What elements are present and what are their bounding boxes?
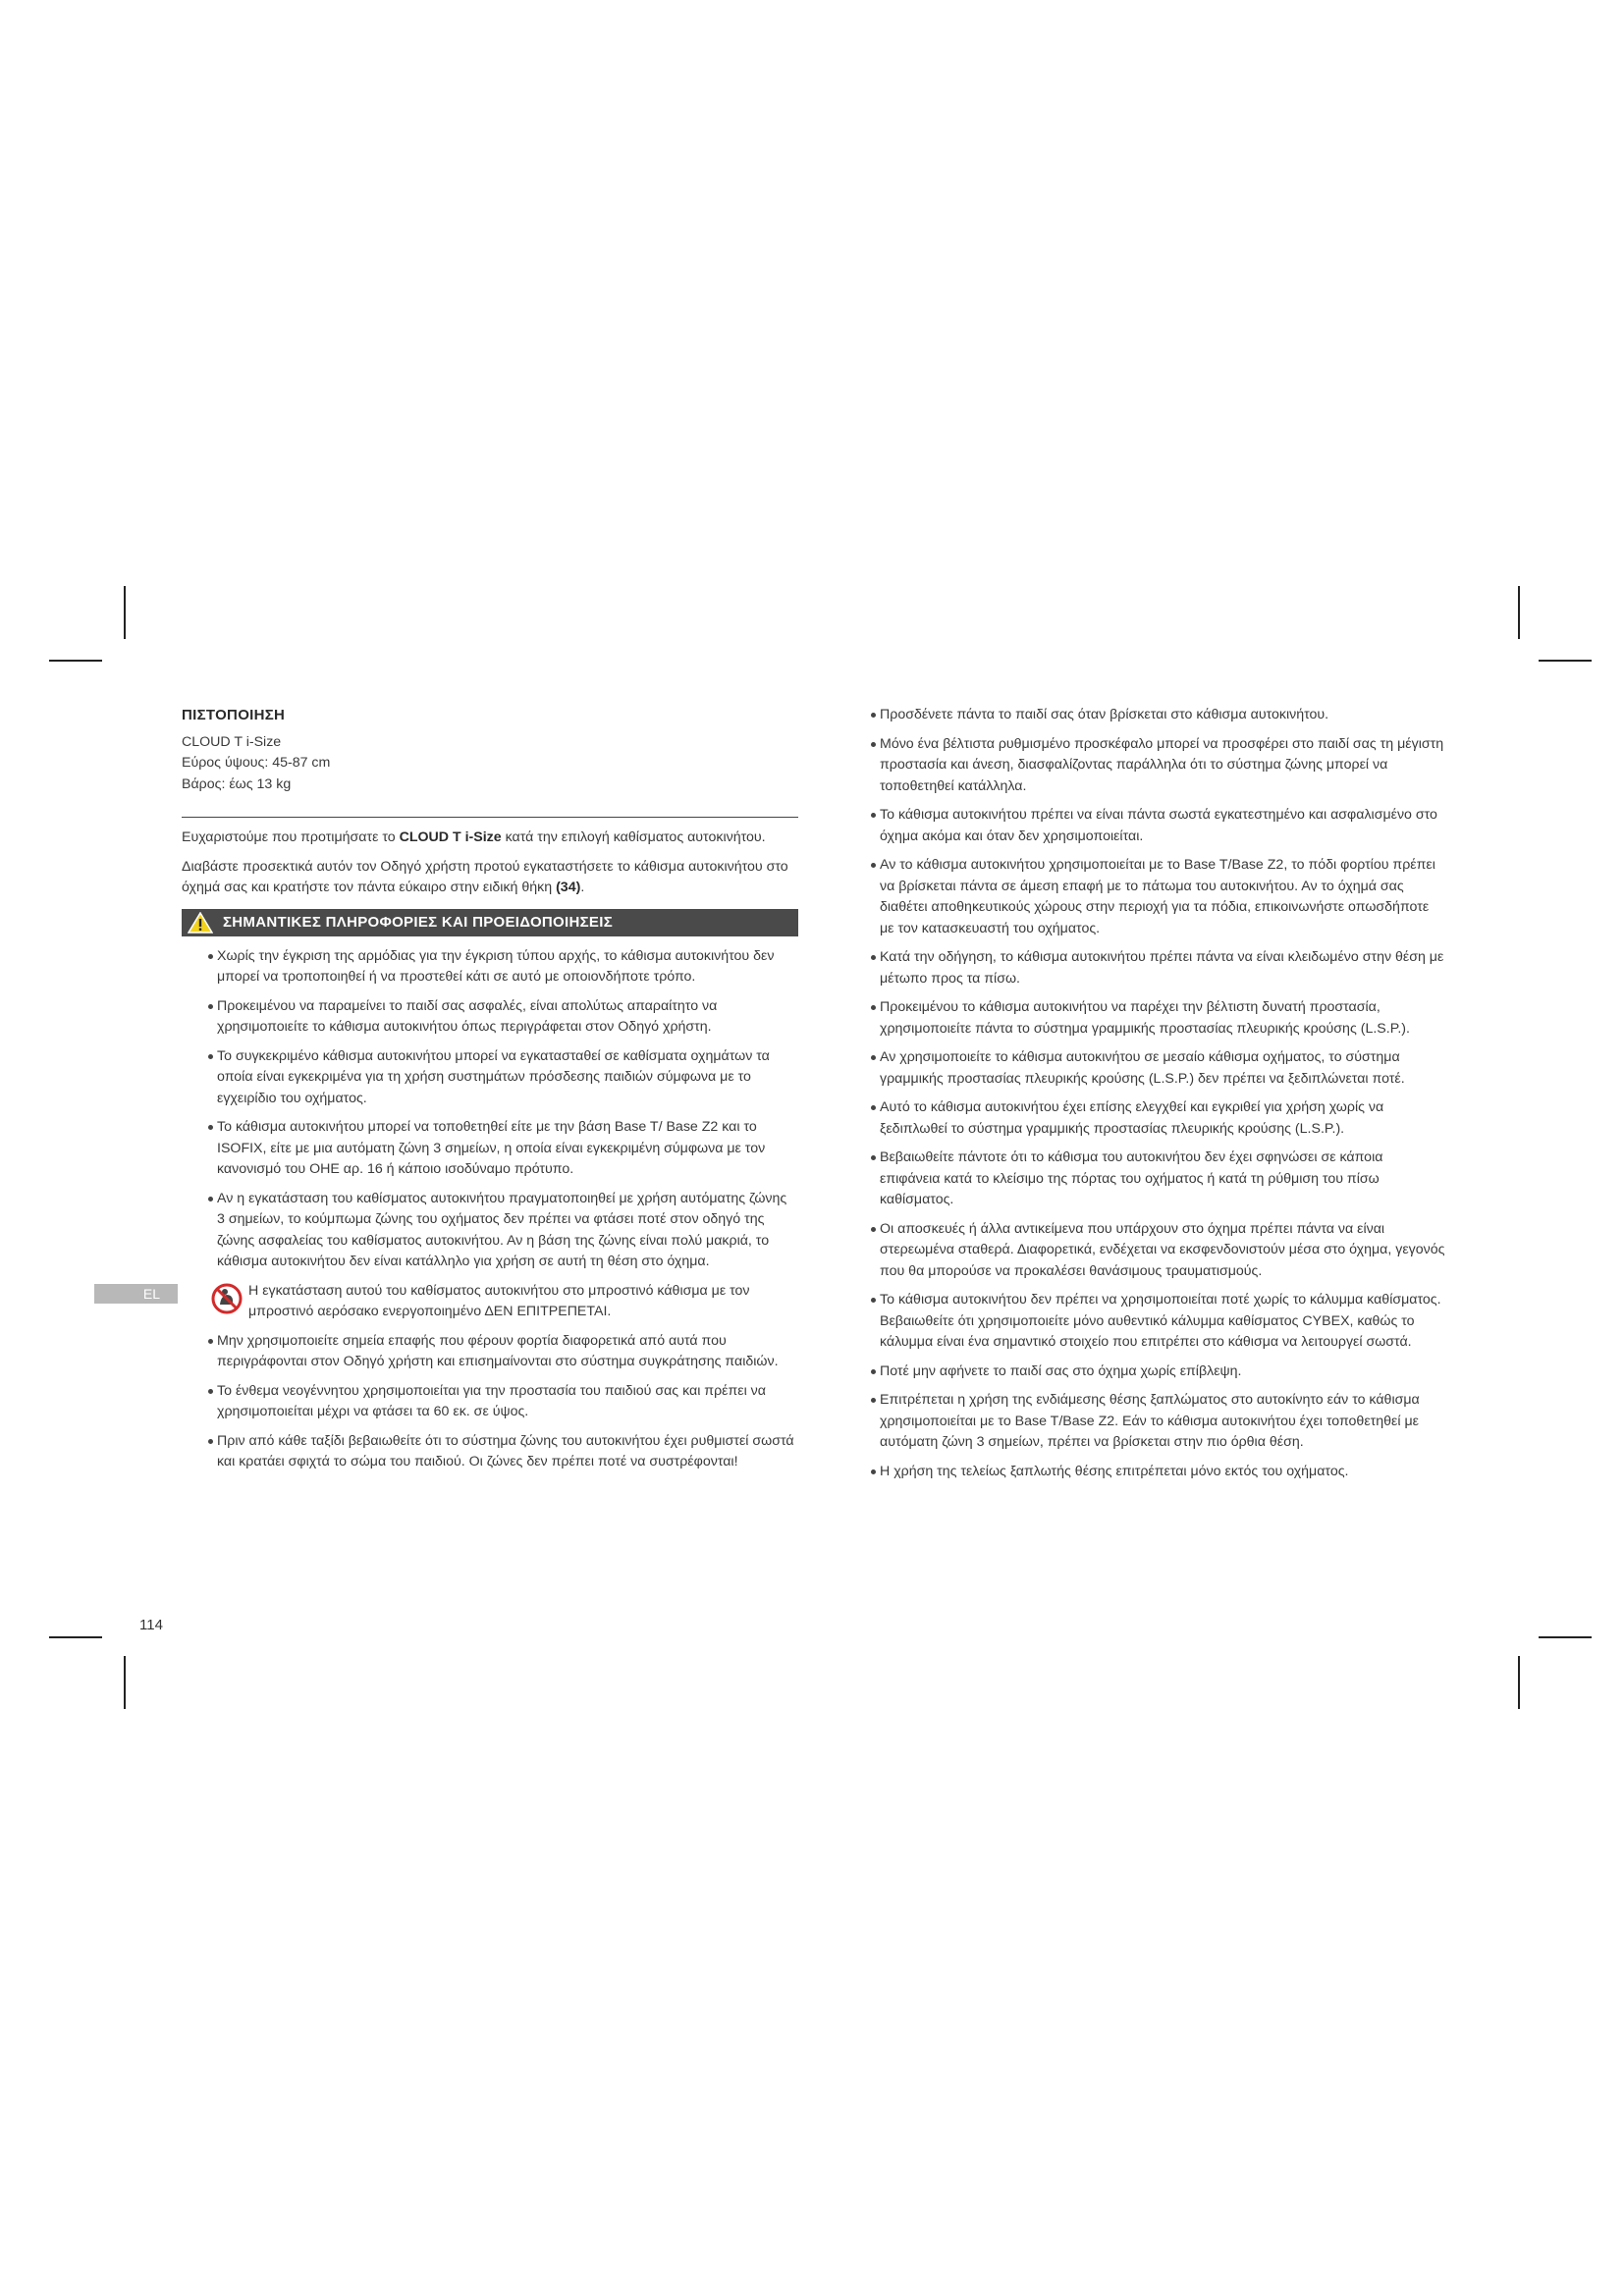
crop-mark <box>1518 1656 1520 1709</box>
list-item: Προσδένετε πάντα το παιδί σας όταν βρίσκεται στο κάθισμα αυτοκινήτου. <box>877 705 1446 726</box>
thanks-text-end: κατά την επιλογή καθίσματος αυτοκινήτου. <box>501 829 766 845</box>
storage-ref: (34) <box>556 880 581 895</box>
warnings-list-b <box>214 1331 798 1473</box>
weight-limit: Βάρος: έως 13 kg <box>182 775 292 792</box>
product-model: CLOUD T i-Size <box>182 733 282 750</box>
airbag-warning-text: Η εγκατάσταση αυτού του καθίσματος αυτοκινήτου στο μπροστινό κάθισμα με τον μπροστινό αερόσακο ενεργοποιημένο ΔΕΝ ΕΠΙΤΡΕΠΕΤΑΙ. <box>248 1282 750 1319</box>
no-airbag-icon <box>211 1283 243 1314</box>
list-item: Επιτρέπεται η χρήση της ενδιάμεσης θέσης ξαπλώματος στο αυτοκίνητο εάν το κάθισμα χρησιμοποιείται με το Base T/Base Z2. Εάν το κάθισμα αυτοκινήτου έχει τοποθετηθεί με αυτόματη ζώνη 3 σημείων, πρέπει να βρίσκεται στην πιο όρθια θέση. <box>877 1390 1446 1454</box>
crop-mark <box>49 660 102 662</box>
list-item: Προκειμένου να παραμείνει το παιδί σας ασφαλές, είναι απολύτως απαραίτητο να χρησιμοποιείτε το κάθισμα αυτοκινήτου όπως περιγράφεται στον Οδηγό χρήστη. <box>214 996 798 1039</box>
list-item: Κατά την οδήγηση, το κάθισμα αυτοκινήτου πρέπει πάντα να είναι κλειδωμένο στην θέση με μέτωπο προς τα πίσω. <box>877 947 1446 989</box>
left-column <box>182 705 798 1481</box>
list-item: Αν χρησιμοποιείτε το κάθισμα αυτοκινήτου σε μεσαίο κάθισμα οχήματος, το σύστημα γραμμικής προστασίας πλευρικής κρούσης (L.S.P.) δεν πρέπει να ξεδιπλώνεται ποτέ. <box>877 1047 1446 1090</box>
airbag-warning <box>211 1281 798 1323</box>
list-item: Το κάθισμα αυτοκινήτου μπορεί να τοποθετηθεί είτε με την βάση Base T/ Base Z2 και το ISOFIX, είτε με μια αυτόματη ζώνη 3 σημείων, η οποία είναι εγκεκριμένη σύμφωνα με τον κανονισμό του ΟΗΕ αρ. 16 ή κάποιο ισοδύναμο πρότυπο. <box>214 1117 798 1181</box>
list-item: Ποτέ μην αφήνετε το παιδί σας στο όχημα χωρίς επίβλεψη. <box>877 1362 1446 1383</box>
list-item: Οι αποσκευές ή άλλα αντικείμενα που υπάρχουν στο όχημα πρέπει πάντα να είναι στερεωμένα σταθερά. Διαφορετικά, ενδέχεται να εκσφενδονιστούν μέσα στο όχημα, γεγονός που θα μπορούσε να προκαλέσει θανάσιμους τραυματισμούς. <box>877 1219 1446 1283</box>
warnings-list-a <box>214 946 798 1273</box>
list-item: Αν η εγκατάσταση του καθίσματος αυτοκινήτου πραγματοποιηθεί με χρήση αυτόματης ζώνης 3 σημείων, το κούμπωμα ζώνης του οχήματος δεν πρέπει να φτάσει ποτέ στον οδηγό της ζώνης ασφαλείας του καθίσματος αυτοκινήτου. Αν η βάση της ζώνης είναι πολύ μακριά, το κάθισμα αυτοκινήτου δεν είναι κατάλληλο για χρήση σε αυτή τη θέση στο όχημα. <box>214 1189 798 1273</box>
right-column <box>871 705 1446 1490</box>
list-item: Μην χρησιμοποιείτε σημεία επαφής που φέρουν φορτία διαφορετικά από αυτά που περιγράφονται στον Οδηγό χρήστη και επισημαίνονται στο σύστημα συγκράτησης παιδιών. <box>214 1331 798 1373</box>
warning-title: ΣΗΜΑΝΤΙΚΕΣ ΠΛΗΡΟΦΟΡΙΕΣ ΚΑΙ ΠΡΟΕΙΔΟΠΟΙΗΣΕΙΣ <box>223 913 613 931</box>
list-item: Το κάθισμα αυτοκινήτου πρέπει να είναι πάντα σωστά εγκατεστημένο και ασφαλισμένο στο όχημα ακόμα και όταν δεν χρησιμοποιείται. <box>877 805 1446 847</box>
list-item: Το ένθεμα νεογέννητου χρησιμοποιείται για την προστασία του παιδιού σας και πρέπει να χρησιμοποιείται μέχρι να φτάσει τα 60 εκ. σε ύψος. <box>214 1381 798 1423</box>
product-name: CLOUD T i-Size <box>399 829 502 845</box>
language-tab: EL <box>94 1284 178 1304</box>
read-text-end: . <box>580 880 585 895</box>
divider <box>182 817 798 818</box>
read-text: Διαβάστε προσεκτικά αυτόν τον Οδηγό χρήστη προτού εγκαταστήσετε το κάθισμα αυτοκινήτου στο όχημά σας και κρατήστε τον πάντα εύκαιρο στην ειδική θήκη <box>182 858 788 895</box>
crop-mark <box>1518 586 1520 639</box>
crop-mark <box>1539 1636 1592 1638</box>
list-item: Προκειμένου το κάθισμα αυτοκινήτου να παρέχει την βέλτιστη δυνατή προστασία, χρησιμοποιείτε πάντα το σύστημα γραμμικής προστασίας πλευρικής κρούσης (L.S.P.). <box>877 997 1446 1040</box>
crop-mark <box>49 1636 102 1638</box>
list-item: Πριν από κάθε ταξίδι βεβαιωθείτε ότι το σύστημα ζώνης του αυτοκινήτου έχει ρυθμιστεί σωστά και κρατάει σφιχτά το σώμα του παιδιού. Οι ζώνες δεν πρέπει ποτέ να συστρέφονται! <box>214 1431 798 1473</box>
list-item: Το κάθισμα αυτοκινήτου δεν πρέπει να χρησιμοποιείται ποτέ χωρίς το κάλυμμα καθίσματος. Βεβαιωθείτε ότι χρησιμοποιείτε μόνο αυθεντικό κάλυμμα καθίσματος CYBEX, καθώς το κάλυμμα είναι ένα σημαντικό στοιχείο που επιτρέπει στο κάθισμα να λειτουργεί σωστά. <box>877 1290 1446 1354</box>
warning-triangle-icon <box>188 912 213 934</box>
page-number: 114 <box>139 1617 163 1633</box>
crop-mark <box>124 1656 126 1709</box>
thanks-text: Ευχαριστούμε που προτιμήσατε το <box>182 829 400 845</box>
list-item: Χωρίς την έγκριση της αρμόδιας για την έγκριση τύπου αρχής, το κάθισμα αυτοκινήτου δεν μπορεί να τροποποιηθεί ή να προστεθεί κάτι σε αυτό με οποιονδήποτε τρόπο. <box>214 946 798 988</box>
list-item: Το συγκεκριμένο κάθισμα αυτοκινήτου μπορεί να εγκατασταθεί σε καθίσματα οχημάτων τα οποία είναι εγκεκριμένα για τη χρήση συστημάτων πρόσδεσης παιδιών σύμφωνα με το εγχειρίδιο του οχήματος. <box>214 1046 798 1110</box>
thanks-paragraph <box>182 828 798 849</box>
warning-banner <box>182 909 798 936</box>
crop-mark <box>124 586 126 639</box>
certification-heading: ΠΙΣΤΟΠΟΙΗΣΗ <box>182 707 286 723</box>
crop-mark <box>1539 660 1592 662</box>
warnings-list-c <box>877 705 1446 1482</box>
list-item: Μόνο ένα βέλτιστα ρυθμισμένο προσκέφαλο μπορεί να προσφέρει στο παιδί σας τη μέγιστη προστασία και άνεση, διασφαλίζοντας παράλληλα ότι το σύστημα ζώνης μπορεί να τοποθετηθεί κατάλληλα. <box>877 734 1446 798</box>
list-item: Αν το κάθισμα αυτοκινήτου χρησιμοποιείται με το Base T/Base Z2, το πόδι φορτίου πρέπει να βρίσκεται πάντα σε άμεση επαφή με το πάτωμα του αυτοκινήτου. Αν το όχημά σας διαθέτει αποθηκευτικούς χώρους στην περιοχή για τα πόδια, επικοινωνήστε οπωσδήποτε με τον κατασκευαστή του οχήματος. <box>877 855 1446 939</box>
list-item: Η χρήση της τελείως ξαπλωτής θέσης επιτρέπεται μόνο εκτός του οχήματος. <box>877 1462 1446 1483</box>
list-item: Αυτό το κάθισμα αυτοκινήτου έχει επίσης ελεγχθεί και εγκριθεί για χρήση χωρίς να ξεδιπλωθεί το σύστημα γραμμικής προστασίας πλευρικής κρούσης (L.S.P.). <box>877 1097 1446 1140</box>
read-manual-paragraph <box>182 857 798 899</box>
height-range: Εύρος ύψους: 45-87 cm <box>182 755 331 771</box>
list-item: Βεβαιωθείτε πάντοτε ότι το κάθισμα του αυτοκινήτου δεν έχει σφηνώσει σε κάποια επιφάνεια κατά το κλείσιμο της πόρτας του οχήματος ή κατά τη ρύθμιση του πίσω καθίσματος. <box>877 1148 1446 1211</box>
